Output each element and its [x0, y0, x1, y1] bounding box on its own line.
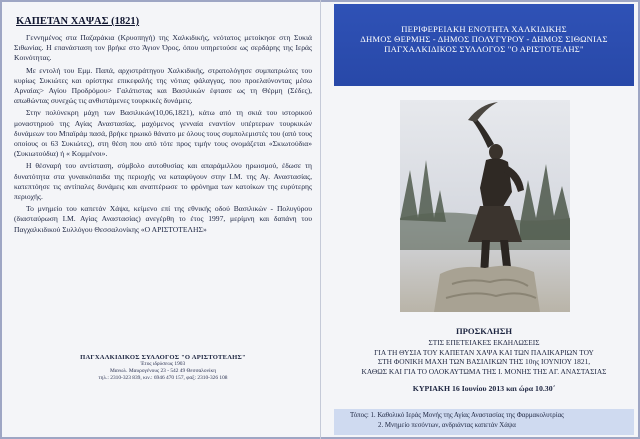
invitation-line-sacrifice: ΓΙΑ ΤΗ ΘΥΣΙΑ ΤΟΥ ΚΑΠΕΤΑΝ ΧΑΨΑ ΚΑΙ ΤΩΝ ΠΑΛΙΚΑΡΙΩΝ ΤΟΥ [374, 347, 594, 357]
venue-line-2: 2. Μνημείο πεσόντων, ανδριάντας καπετάν Χάψα [378, 421, 516, 429]
page-title: ΚΑΠΕΤΑΝ ΧΑΨΑΣ (1821) [16, 16, 140, 27]
header-line-region: ΠΕΡΙΦΕΡΕΙΑΚΗ ΕΝΟΤΗΤΑ ΧΑΛΚΙΔΙΚΗΣ [401, 24, 567, 34]
invitation-line-events: ΣΤΙΣ ΕΠΕΤΕΙΑΚΕΣ ΕΚΔΗΛΩΣΕΙΣ [428, 338, 540, 347]
header-line-municipalities: ΔΗΜΟΣ ΘΕΡΜΗΣ - ΔΗΜΟΣ ΠΟΛΥΓΥΡΟΥ - ΔΗΜΟΣ ΣΙΘΩΝΙΑΣ [360, 34, 608, 44]
invitation-title: ΠΡΟΣΚΛΗΣΗ [455, 326, 513, 336]
footer-phones: τηλ.: 2310-323 839, κιν.: 6946 470 157, φαξ: 2310-326 108 [98, 375, 228, 381]
organizers-header [334, 4, 634, 86]
invitation-text [334, 326, 634, 393]
right-panel [330, 4, 634, 435]
header-line-association: ΠΑΓΧΑΛΚΙΔΙΚΟΣ ΣΥΛΛΟΓΟΣ "Ο ΑΡΙΣΤΟΤΕΛΗΣ" [384, 44, 584, 54]
event-date-time: ΚΥΡΙΑΚΗ 16 Ιουνίου 2013 και ώρα 10.30΄ [412, 384, 556, 394]
paragraph-monument: Το μνημείο του καπετάν Χάψα, κείμενο επί της εθνικής οδού Βασιλικών - Πολυγύρου (διασταύρωση Ι.Μ. Αγίας Αναστασίας) ανεγέρθη το έτος 1997, μερίμνη και δαπάνη του Παγχαλκιδικού Συλλόγου Θεσσαλονίκης «Ο ΑΡΙΣΤΟΤΕΛΗΣ» [14, 204, 312, 234]
fold-divider [320, 0, 321, 439]
statue-illustration [400, 100, 570, 312]
venue-line-1: Τόπος: 1. Καθολικό Ιεράς Μονής της Αγίας Αναστασίας της Φαρμακολυτρίας [350, 412, 564, 419]
statue-photo [400, 100, 570, 312]
association-footer [14, 354, 312, 382]
invitation-line-battle: ΣΤΗ ΦΟΝΙΚΗ ΜΑΧΗ ΤΩΝ ΒΑΣΙΛΙΚΩΝ ΤΗΣ 10ης ΙΟΥΝΙΟΥ 1821, [377, 357, 591, 367]
paragraph-battle: Στην πολύνεκρη μάχη των Βασιλικών(10,06,1821), κάτω από τη σκιά του ιστορικού μοναστηριού της Αγίας Αναστασίας, μαχόμενος γενναία εναντίον υπέρτερων τουρκικών δυνάμεων του Μπαϊράμ πασά, βρήκε ηρωικό θάνατο με όλους τους συμπολεμιστές του (από τους οποίους οι 63 Συκιώτες), στη θέση που από τότε προς τιμήν τους ονομάζεται «Σκιωτούδια» (Συκιωτούδια) ή « Κομμένοι». [14, 108, 312, 159]
invitation-line-holocaust: ΚΑΘΩΣ ΚΑΙ ΓΙΑ ΤΟ ΟΛΟΚΑΥΤΩΜΑ ΤΗΣ Ι. ΜΟΝΗΣ ΤΗΣ ΑΓ. ΑΝΑΣΤΑΣΙΑΣ [361, 366, 607, 376]
footer-founded: Έτος ιδρύσεως 1903 [140, 361, 186, 367]
paragraph-resistance: Η θέσναρή του αντίσταση, σύμβολο αυτοθυσίας και απαράμιλλου ηρωισμού, έδωσε τη δυνατότητα στα γυναικόπαιδα της περιοχής να καταφύγουν στην Ι.Μ. της Αγ. Αναστασίας, κατεπτόησε τις αντίπαλες δυνάμεις και αναπτέρωσε το φρόνημα των κατοίκων της ευρύτερης περιοχής. [14, 161, 312, 202]
left-panel [14, 12, 312, 428]
footer-org-name: ΠΑΓΧΑΛΚΙΔΙΚΟΣ ΣΥΛΛΟΓΟΣ "Ο ΑΡΙΣΤΟΤΕΛΗΣ" [80, 354, 246, 361]
venue-band [334, 409, 634, 435]
paragraph-birth: Γεννημένος στα Παζαράκια (Κρυοπηγή) της Χαλκιδικής, νεότατος μετοίκησε στη Συκιά Σιθωνίας. Η επανάσταση τον βρήκε στο Άγιον Όρος, όπου υπηρετούσε ως σερδάρης της Ιεράς Κοινότητας. [14, 33, 312, 63]
footer-address: Μανωλ. Μαυρογένους 23 - 542 49 Θεσσαλονίκη [109, 368, 217, 374]
paragraph-command: Με εντολή του Εμμ. Παπά, αρχιστράτηγου Χαλκιδικής, στρατολόγησε συμπατριώτες του κυρίως Συκιώτες και ορίστηκε επικεφαλής της νότιας φάλαγγας, που προελαύνοντας μέσω Αρναίας> Αγίου Προδρόμου> Γαλάτιστας και Βασιλικών έφτασε ως τη Θέρμη (Σέδες), απωθώντας συνεχώς τις ανθιστάμενες τουρκικές δυνάμεις. [14, 65, 312, 106]
